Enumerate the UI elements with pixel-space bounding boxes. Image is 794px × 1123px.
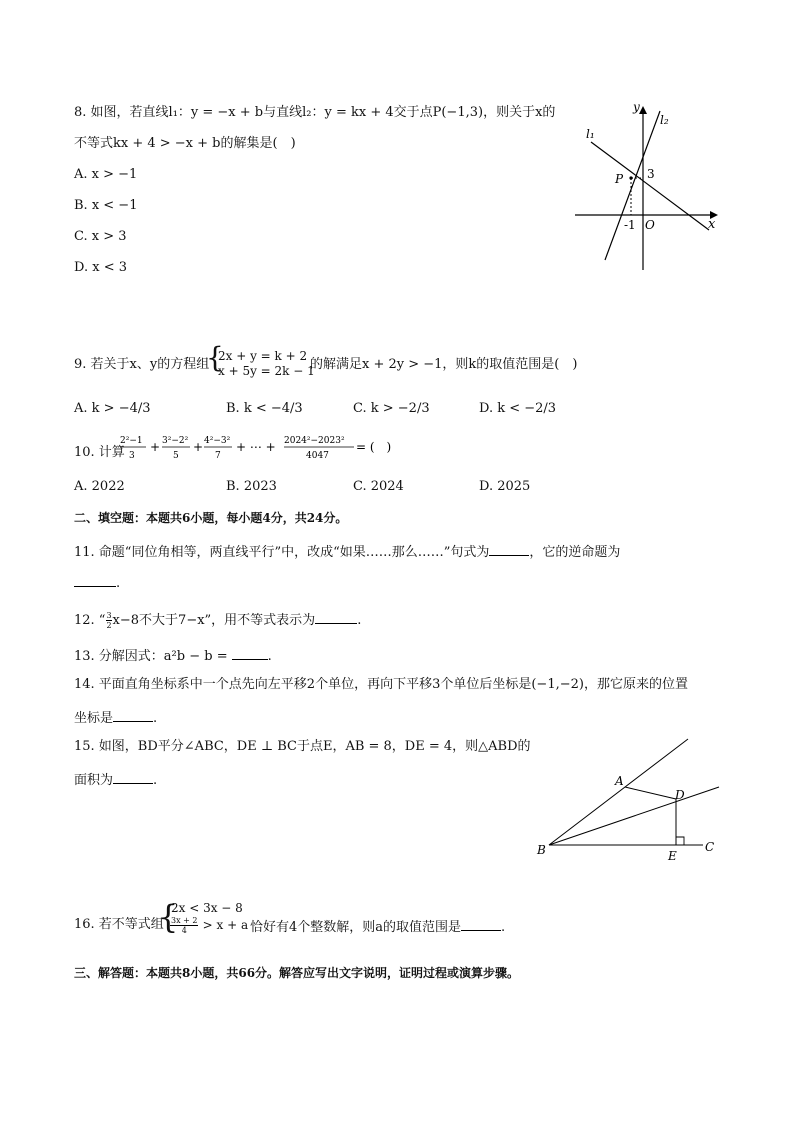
q14-line1: 14. 平面直角坐标系中一个点先向左平移2个单位，再向下平移3个单位后坐标是(−1,−2)，那它原来的位置 [74,677,688,692]
q8-y-value: 3 [647,167,655,181]
q15-label-e: E [668,849,677,863]
q8-stem-line1: 8. 如图，若直线l₁：y = −x + b与直线l₂：y = kx + 4交于点P(−1,3)，则关于x的 [74,105,556,120]
q10-num-3: 4²−3² [204,436,231,446]
q8-y-axis-label: y [633,100,640,114]
q14-tail: . [153,711,158,726]
q9-option-a: A. k > −4/3 [74,401,151,416]
q8-l1-label: l₁ [586,127,595,141]
q10-option-b: B. 2023 [226,479,277,494]
q11-line1-tail: ，它的逆命题为 [529,545,621,560]
q8-option-d: D. x < 3 [74,260,127,275]
q10-option-c: C. 2024 [353,479,404,494]
q11-line1: 11. 命题“同位角相等，两直线平行”中，改成“如果……那么……”句式为 [74,545,490,560]
q10-option-d: D. 2025 [479,479,531,494]
q12-frac-den: 2 [106,621,112,630]
q15-line1: 15. 如图，BD平分∠ABC，DE ⊥ BC于点E，AB = 8，DE = 4，则△ABD的 [74,739,531,754]
q14-line2: 坐标是 [74,711,114,726]
q10-den-1: 3 [129,451,135,461]
q16-frac-den: 4 [181,926,187,935]
q15-label-a: A [615,774,624,788]
q10-dots: + ⋯ + [236,440,276,454]
svg-text:+: + [193,440,204,454]
section3-heading: 三、解答题：本题共8小题，共66分。解答应写出文字说明，证明过程或演算步骤。 [74,966,520,980]
q10-num-1: 2²−1 [120,436,143,446]
q8-x-value: -1 [624,218,636,232]
q16-pre: 16. 若不等式组 [74,917,164,932]
q10-den-3: 7 [215,451,221,461]
q16-frac-num: 3x + 2 [171,916,198,925]
q15-figure [535,735,725,865]
q13-tail: . [267,649,272,664]
q12-wrap [74,611,361,630]
q10-option-a: A. 2022 [74,479,125,494]
q16-ineq2-rest: > x + a [202,918,249,932]
q16-post: 恰好有4个整数解，则a的取值范围是 [250,920,462,935]
q16-blank[interactable] [461,918,501,931]
q9-brace: { [206,341,224,374]
q8-option-b: B. x < −1 [74,198,138,213]
q8-graph [560,98,730,278]
q8-l2-label: l₂ [660,113,669,127]
q11-line1-wrap [74,543,620,559]
q8-origin: O [645,218,655,232]
q9-option-d: D. k < −2/3 [479,401,557,416]
q8-stem-line2: 不等式kx + 4 > −x + b的解集是( ) [74,136,296,151]
q10-stem-pre: 10. 计算 [74,445,125,460]
q15-blank[interactable] [113,771,153,784]
q14-line2-wrap [74,709,157,725]
q8-option-c: C. x > 3 [74,229,127,244]
q12-post: x−8不大于7−x”，用不等式表示为 [112,613,316,628]
q10-den-2: 5 [173,451,179,461]
q13-blank[interactable] [232,647,268,660]
q10-num-2: 3²−2² [162,436,189,446]
q9-eq2: x + 5y = 2k − 1 [218,364,315,378]
q15-label-b: B [537,843,546,857]
q9-option-c: C. k > −2/3 [353,401,430,416]
q13-text: 13. 分解因式：a²b − b = [74,649,228,664]
q15-tail: . [153,773,158,788]
section2-heading: 二、填空题：本题共6小题，每小题4分，共24分。 [74,511,348,525]
q16-post-wrap [250,918,505,934]
q12-blank[interactable] [315,611,357,624]
q11-line2-tail: . [116,576,121,591]
q11-line2-wrap [74,574,120,590]
q12-fraction [106,611,111,630]
q16-ineq1: 2x < 3x − 8 [171,901,243,915]
q13-wrap [74,647,272,663]
q14-blank[interactable] [113,709,153,722]
q8-option-a: A. x > −1 [74,167,138,182]
q12-pre: 12. “ [74,613,106,628]
q15-line2: 面积为 [74,773,114,788]
q15-line2-wrap [74,771,157,787]
q9-eq1: 2x + y = k + 2 [218,349,308,363]
q11-blank-1[interactable] [489,543,529,556]
q9-option-b: B. k < −4/3 [226,401,303,416]
q10-stem-post: = ( ) [356,440,392,454]
q8-point-p: P [615,172,624,186]
q16-brace: { [158,898,179,936]
q8-x-axis-label: x [708,217,716,232]
q10-expression [118,432,408,468]
q11-blank-2[interactable] [74,574,116,587]
q9-stem-post: 的解满足x + 2y > −1，则k的取值范围是( ) [310,357,578,372]
q10-num-4: 2024²−2023² [284,436,345,446]
svg-text:+: + [150,440,161,454]
q16-tail: . [501,920,506,935]
q10-den-4: 4047 [306,451,329,461]
q16-ineq2 [170,916,248,935]
q15-label-d: D [675,788,685,802]
q15-label-c: C [705,840,715,854]
q9-stem-pre: 9. 若关于x、y的方程组 [74,357,210,372]
q16-fraction [170,916,198,935]
q12-frac-num: 3 [106,611,112,620]
q12-tail: . [357,613,362,628]
